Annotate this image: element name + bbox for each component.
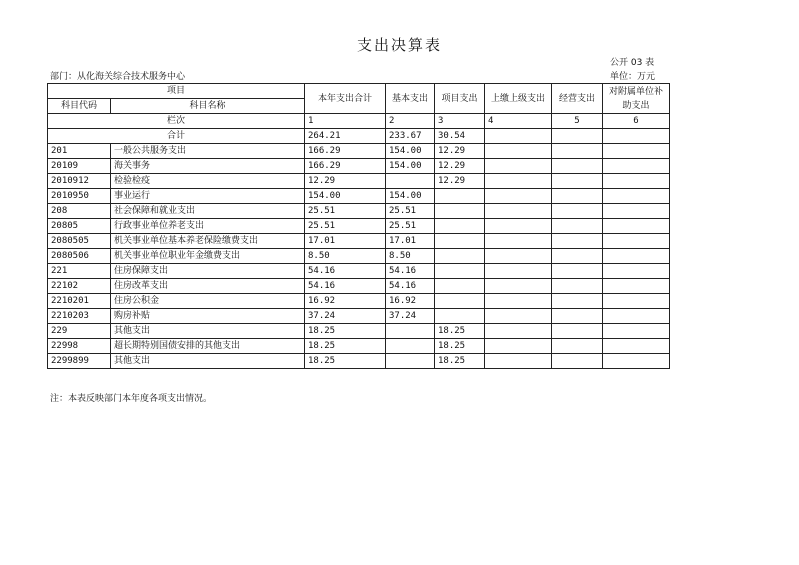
- row-total: 18.25: [305, 339, 386, 354]
- row-subsidiary: [603, 159, 670, 174]
- header-operating: 经营支出: [552, 84, 603, 114]
- total-label: 合计: [48, 129, 305, 144]
- row-subsidiary: [603, 354, 670, 369]
- row-operating: [552, 309, 603, 324]
- form-number: 公开 03 表: [610, 58, 655, 68]
- row-subsidiary: [603, 174, 670, 189]
- row-operating: [552, 354, 603, 369]
- row-basic: 25.51: [386, 204, 435, 219]
- row-name: 超长期特别国债安排的其他支出: [111, 339, 305, 354]
- row-project: [435, 294, 485, 309]
- row-basic: [386, 354, 435, 369]
- row-basic: 54.16: [386, 279, 435, 294]
- row-subsidiary: [603, 189, 670, 204]
- row-name: 其他支出: [111, 324, 305, 339]
- column-index-cell: 3: [435, 114, 485, 129]
- header-subsidiary: 对附属单位补助支出: [603, 84, 670, 114]
- row-upper: [485, 264, 552, 279]
- row-upper: [485, 219, 552, 234]
- header-row-1: [48, 84, 670, 99]
- row-name: 住房公积金: [111, 294, 305, 309]
- row-code: 221: [48, 264, 111, 279]
- row-total: 25.51: [305, 204, 386, 219]
- row-name: 社会保障和就业支出: [111, 204, 305, 219]
- row-basic: 154.00: [386, 159, 435, 174]
- total-cell: 233.67: [386, 129, 435, 144]
- total-row: [48, 129, 670, 144]
- row-upper: [485, 294, 552, 309]
- column-index-cell: 1: [305, 114, 386, 129]
- row-code: 2210203: [48, 309, 111, 324]
- header-basic: 基本支出: [386, 84, 435, 114]
- row-code: 22102: [48, 279, 111, 294]
- row-code: 208: [48, 204, 111, 219]
- table-row: [48, 174, 670, 189]
- row-operating: [552, 339, 603, 354]
- row-name: 其他支出: [111, 354, 305, 369]
- row-upper: [485, 159, 552, 174]
- row-basic: 54.16: [386, 264, 435, 279]
- row-operating: [552, 174, 603, 189]
- row-code: 2080505: [48, 234, 111, 249]
- row-subsidiary: [603, 144, 670, 159]
- row-subsidiary: [603, 324, 670, 339]
- table-body: [48, 84, 670, 369]
- row-operating: [552, 159, 603, 174]
- table-row: [48, 279, 670, 294]
- row-code: 2010950: [48, 189, 111, 204]
- row-name: 住房保障支出: [111, 264, 305, 279]
- row-name: 事业运行: [111, 189, 305, 204]
- table-row: [48, 324, 670, 339]
- header-name: 科目名称: [111, 99, 305, 114]
- total-cell: [485, 129, 552, 144]
- row-name: 机关事业单位职业年金缴费支出: [111, 249, 305, 264]
- row-basic: [386, 174, 435, 189]
- row-project: 18.25: [435, 354, 485, 369]
- row-code: 229: [48, 324, 111, 339]
- table-row: [48, 159, 670, 174]
- table-row: [48, 264, 670, 279]
- row-upper: [485, 324, 552, 339]
- row-basic: 154.00: [386, 144, 435, 159]
- row-operating: [552, 219, 603, 234]
- header-total: 本年支出合计: [305, 84, 386, 114]
- table-row: [48, 309, 670, 324]
- row-upper: [485, 354, 552, 369]
- row-total: 8.50: [305, 249, 386, 264]
- table-row: [48, 249, 670, 264]
- column-index-cell: 5: [552, 114, 603, 129]
- row-upper: [485, 279, 552, 294]
- footnote: 注：本表反映部门本年度各项支出情况。: [50, 394, 213, 404]
- table-row: [48, 354, 670, 369]
- row-code: 20109: [48, 159, 111, 174]
- column-index-cell: 2: [386, 114, 435, 129]
- expenditure-table: [47, 83, 670, 369]
- row-subsidiary: [603, 339, 670, 354]
- table-row: [48, 204, 670, 219]
- row-basic: 8.50: [386, 249, 435, 264]
- table-row: [48, 144, 670, 159]
- row-code: 201: [48, 144, 111, 159]
- row-name: 海关事务: [111, 159, 305, 174]
- row-project: 12.29: [435, 144, 485, 159]
- row-total: 18.25: [305, 354, 386, 369]
- row-upper: [485, 309, 552, 324]
- total-cell: 30.54: [435, 129, 485, 144]
- row-subsidiary: [603, 204, 670, 219]
- row-total: 54.16: [305, 264, 386, 279]
- row-upper: [485, 249, 552, 264]
- row-total: 25.51: [305, 219, 386, 234]
- row-project: [435, 309, 485, 324]
- table-row: [48, 234, 670, 249]
- row-code: 20805: [48, 219, 111, 234]
- unit-label: 单位：万元: [610, 72, 656, 82]
- row-operating: [552, 249, 603, 264]
- row-code: 2210201: [48, 294, 111, 309]
- page-title: 支出决算表: [356, 36, 442, 54]
- row-total: 166.29: [305, 144, 386, 159]
- row-subsidiary: [603, 309, 670, 324]
- column-index-row: [48, 114, 670, 129]
- row-operating: [552, 234, 603, 249]
- row-basic: [386, 324, 435, 339]
- row-project: 18.25: [435, 324, 485, 339]
- row-name: 检验检疫: [111, 174, 305, 189]
- column-index-label: 栏次: [48, 114, 305, 129]
- row-upper: [485, 204, 552, 219]
- row-total: 16.92: [305, 294, 386, 309]
- row-operating: [552, 204, 603, 219]
- row-name: 住房改革支出: [111, 279, 305, 294]
- row-subsidiary: [603, 294, 670, 309]
- row-total: 54.16: [305, 279, 386, 294]
- row-name: 一般公共服务支出: [111, 144, 305, 159]
- header-project: 项目支出: [435, 84, 485, 114]
- row-total: 18.25: [305, 324, 386, 339]
- header-item-group: 项目: [48, 84, 305, 99]
- row-project: [435, 219, 485, 234]
- row-total: 166.29: [305, 159, 386, 174]
- row-project: [435, 189, 485, 204]
- row-project: 18.25: [435, 339, 485, 354]
- row-subsidiary: [603, 234, 670, 249]
- row-operating: [552, 324, 603, 339]
- row-subsidiary: [603, 249, 670, 264]
- row-total: 12.29: [305, 174, 386, 189]
- row-upper: [485, 339, 552, 354]
- row-name: 行政事业单位养老支出: [111, 219, 305, 234]
- row-upper: [485, 189, 552, 204]
- row-operating: [552, 279, 603, 294]
- column-index-cell: 4: [485, 114, 552, 129]
- row-project: [435, 264, 485, 279]
- table-row: [48, 294, 670, 309]
- row-code: 2080506: [48, 249, 111, 264]
- header-upper: 上缴上级支出: [485, 84, 552, 114]
- row-operating: [552, 264, 603, 279]
- row-project: 12.29: [435, 174, 485, 189]
- row-code: 22998: [48, 339, 111, 354]
- row-code: 2299899: [48, 354, 111, 369]
- row-project: [435, 279, 485, 294]
- row-operating: [552, 189, 603, 204]
- row-total: 37.24: [305, 309, 386, 324]
- row-name: 购房补贴: [111, 309, 305, 324]
- row-operating: [552, 144, 603, 159]
- total-cell: [603, 129, 670, 144]
- row-project: [435, 249, 485, 264]
- row-code: 2010912: [48, 174, 111, 189]
- column-index-cell: 6: [603, 114, 670, 129]
- row-basic: 25.51: [386, 219, 435, 234]
- row-total: 154.00: [305, 189, 386, 204]
- row-basic: 37.24: [386, 309, 435, 324]
- row-name: 机关事业单位基本养老保险缴费支出: [111, 234, 305, 249]
- table-row: [48, 189, 670, 204]
- row-subsidiary: [603, 279, 670, 294]
- row-subsidiary: [603, 219, 670, 234]
- row-basic: [386, 339, 435, 354]
- row-upper: [485, 234, 552, 249]
- row-basic: 17.01: [386, 234, 435, 249]
- row-upper: [485, 174, 552, 189]
- total-cell: [552, 129, 603, 144]
- table-row: [48, 339, 670, 354]
- row-project: 12.29: [435, 159, 485, 174]
- header-code: 科目代码: [48, 99, 111, 114]
- row-total: 17.01: [305, 234, 386, 249]
- total-cell: 264.21: [305, 129, 386, 144]
- table-row: [48, 219, 670, 234]
- row-project: [435, 234, 485, 249]
- row-basic: 16.92: [386, 294, 435, 309]
- row-basic: 154.00: [386, 189, 435, 204]
- row-upper: [485, 144, 552, 159]
- row-operating: [552, 294, 603, 309]
- row-subsidiary: [603, 264, 670, 279]
- row-project: [435, 204, 485, 219]
- department-label: 部门：从化海关综合技术服务中心: [50, 72, 186, 82]
